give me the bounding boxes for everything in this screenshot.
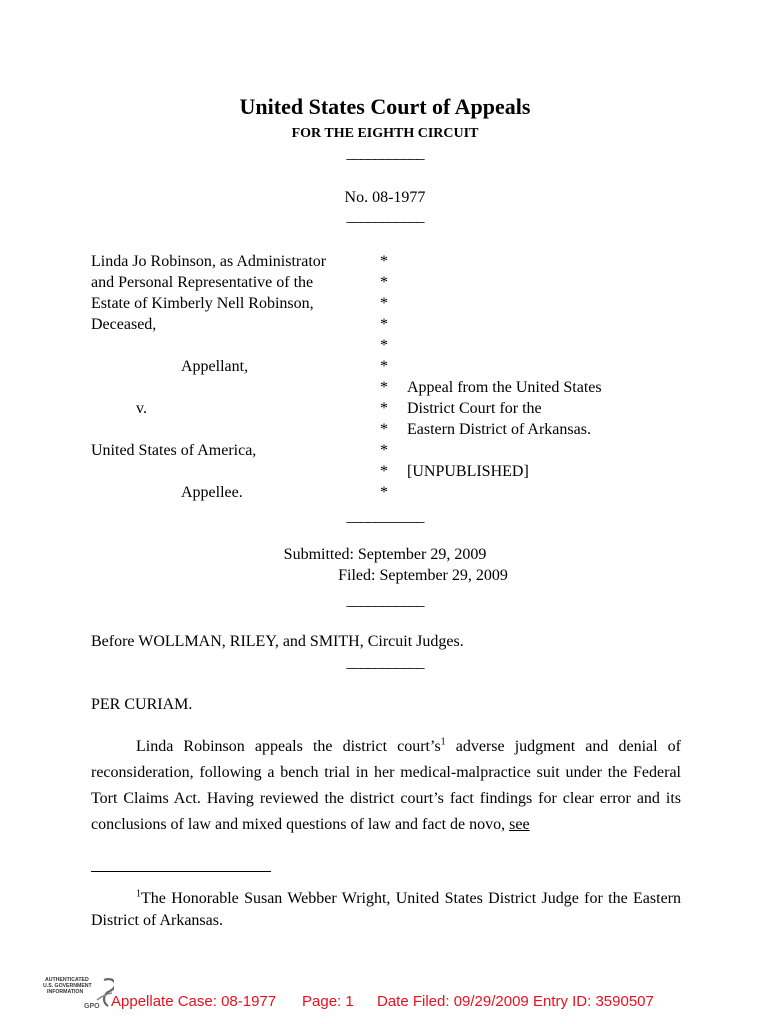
appellee-name: United States of America,	[91, 442, 257, 459]
caption-star: *	[380, 463, 388, 480]
separator-rule: ___________	[346, 654, 424, 671]
caption-star: *	[380, 358, 388, 375]
caption-star: *	[380, 253, 388, 270]
opinion-paragraph	[91, 734, 681, 838]
appellant-role: Appellant,	[181, 358, 249, 375]
footnote-reference: 1	[440, 736, 446, 748]
opinion-text: adverse judgment and denial of reconsideration, following a bench trial in her medical-malpractice suit under the Federal Tort Claims Act. Having reviewed the district court’s fact findings for clear error and its conclusions of law and mixed questions of law and fact de novo,	[91, 738, 681, 833]
separator-rule: ___________	[346, 508, 424, 525]
separator-rule: ___________	[346, 145, 424, 162]
gpo-logo-text: AUTHENTICATED	[45, 977, 89, 983]
submitted-date: Submitted: September 29, 2009	[283, 546, 487, 563]
case-number: No. 08-1977	[344, 189, 426, 206]
footnote-text: The Honorable Susan Webber Wright, United States District Judge for the Eastern District of Arkansas.	[91, 890, 681, 929]
opinion-text: Linda Robinson appeals the district court’s	[136, 738, 441, 755]
gpo-logo-text: INFORMATION	[47, 989, 84, 995]
caption-star: *	[380, 295, 388, 312]
gpo-logo-text: GPO	[84, 1003, 100, 1010]
footnote-separator	[91, 871, 271, 872]
per-curiam-heading: PER CURIAM.	[91, 696, 193, 713]
circuit-name: FOR THE EIGHTH CIRCUIT	[291, 126, 479, 141]
caption-star: *	[380, 484, 388, 501]
footer-page-number: Page: 1	[302, 993, 354, 1010]
footer-filing-info: Date Filed: 09/29/2009 Entry ID: 3590507	[377, 993, 654, 1010]
caption-star: *	[380, 379, 388, 396]
caption-star: *	[380, 442, 388, 459]
versus-label: v.	[136, 400, 147, 417]
appeal-info-line: Appeal from the United States	[407, 379, 602, 396]
caption-star: *	[380, 421, 388, 438]
panel-judges: Before WOLLMAN, RILEY, and SMITH, Circuit Judges.	[91, 633, 464, 650]
footnote	[91, 888, 681, 932]
filed-date: Filed: September 29, 2009	[338, 567, 508, 584]
footnote-number: 1	[136, 888, 141, 900]
appellee-role: Appellee.	[181, 484, 243, 501]
separator-rule: ___________	[346, 592, 424, 609]
court-title: United States Court of Appeals	[239, 94, 531, 119]
gpo-authentication-logo	[42, 974, 114, 1014]
footer-case-number: Appellate Case: 08-1977	[111, 993, 277, 1010]
appellant-name-line: Linda Jo Robinson, as Administrator	[91, 253, 327, 270]
appeal-info-line: Eastern District of Arkansas.	[407, 421, 591, 438]
see-signal: see	[509, 816, 530, 833]
appellant-name-line: Estate of Kimberly Nell Robinson,	[91, 295, 314, 312]
appeal-info-line: District Court for the	[407, 400, 542, 417]
gpo-logo-text: U.S. GOVERNMENT	[43, 983, 92, 989]
caption-star: *	[380, 337, 388, 354]
caption-star: *	[380, 316, 388, 333]
caption-star: *	[380, 400, 388, 417]
caption-star: *	[380, 274, 388, 291]
separator-rule: ___________	[346, 208, 424, 225]
appellant-name-line: Deceased,	[91, 316, 157, 333]
unpublished-label: [UNPUBLISHED]	[407, 463, 529, 480]
appellant-name-line: and Personal Representative of the	[91, 274, 314, 291]
